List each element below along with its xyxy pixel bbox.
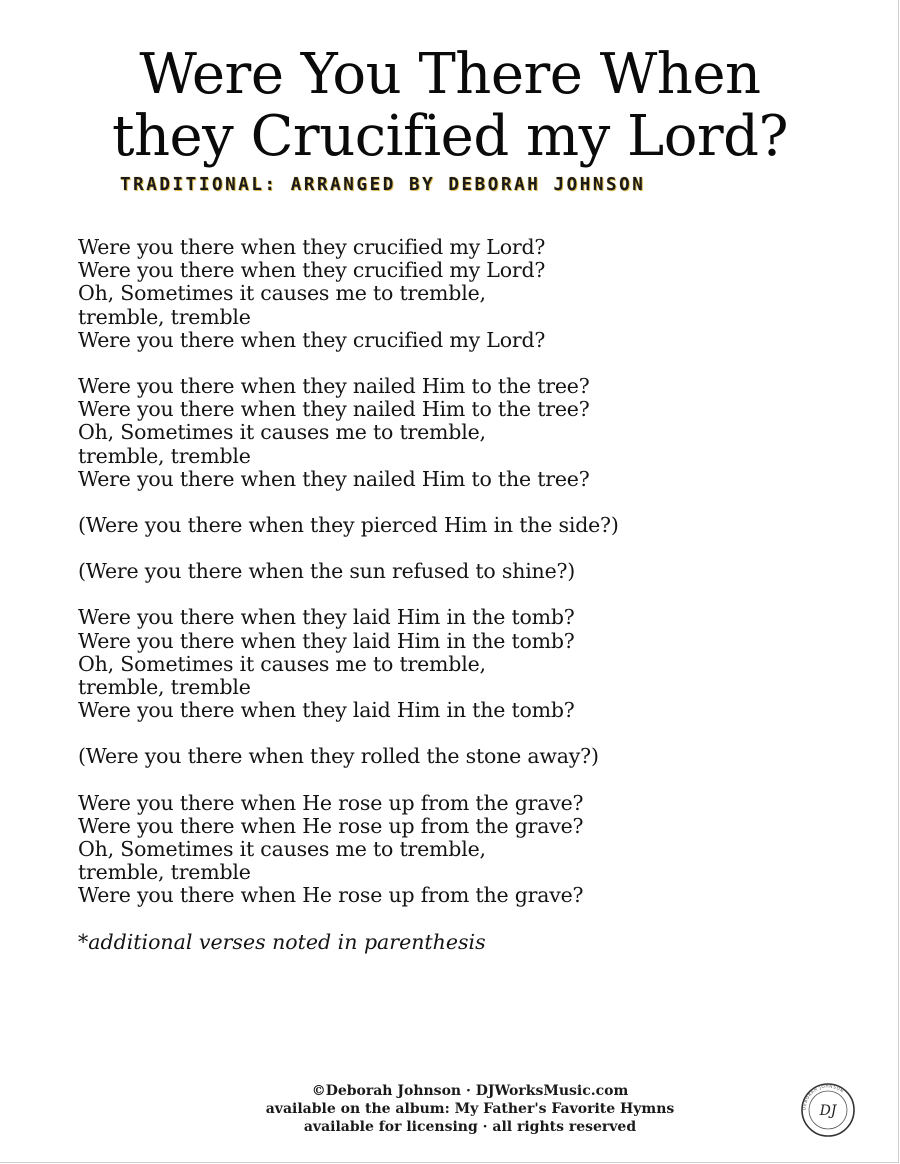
stanza: [78, 560, 838, 583]
page-title: [0, 44, 900, 168]
stanza: [78, 606, 838, 722]
lyric-line: Were you there when they laid Him in the tomb?: [78, 605, 575, 630]
title-line-2: they Crucified my Lord?: [111, 104, 789, 169]
lyric-line: tremble, tremble: [78, 860, 251, 885]
stanza: [78, 514, 838, 537]
lyric-line: Were you there when He rose up from the grave?: [78, 813, 584, 838]
lyric-line: (Were you there when they pierced Him in the side?): [78, 513, 619, 538]
lyric-line: Were you there when they crucified my Lord?: [78, 235, 546, 259]
lyric-line: tremble, tremble: [78, 443, 251, 468]
lyric-line: Were you there when they nailed Him to the tree?: [78, 466, 590, 491]
lyric-line: (Were you there when the sun refused to shine?): [78, 559, 576, 584]
footer: [200, 1082, 740, 1136]
lyric-line: tremble, tremble: [78, 675, 251, 700]
lyric-line: Were you there when they nailed Him to the tree?: [78, 397, 590, 422]
lyric-line: Were you there when they laid Him in the tomb?: [78, 628, 575, 653]
footer-license: available for licensing · all rights reserved: [303, 1119, 637, 1135]
lyric-line: Oh, Sometimes it causes me to tremble,: [78, 281, 486, 306]
logo-ring-text: DEBORAH JOHNSON: [801, 1083, 846, 1111]
lyric-line: Were you there when He rose up from the grave?: [78, 790, 584, 815]
lyric-line: Were you there when they crucified my Lord?: [78, 327, 546, 352]
arranger-credit: TRADITIONAL: ARRANGED BY DEBORAH JOHNSON: [120, 175, 646, 195]
lyrics: [78, 236, 838, 954]
stanza: [78, 375, 838, 491]
footer-album: available on the album: My Father's Favorite Hymns: [265, 1101, 675, 1117]
lyric-line: Oh, Sometimes it causes me to tremble,: [78, 837, 486, 862]
verse-note: *additional verses noted in parenthesis: [78, 929, 486, 954]
lyric-line: Were you there when He rose up from the grave?: [78, 883, 584, 908]
lyric-line: Oh, Sometimes it causes me to tremble,: [78, 651, 486, 676]
lyric-line: Were you there when they nailed Him to the tree?: [78, 374, 590, 399]
lyric-line: Were you there when they crucified my Lord?: [78, 258, 546, 283]
logo-monogram: DJ: [819, 1103, 837, 1119]
stanza: [78, 745, 838, 768]
stanza: [78, 792, 838, 908]
lyric-line: Oh, Sometimes it causes me to tremble,: [78, 420, 486, 445]
title-line-1: Were You There When: [139, 42, 761, 107]
footer-copyright: ©Deborah Johnson · DJWorksMusic.com: [311, 1083, 629, 1099]
lyric-line: (Were you there when they rolled the stone away?): [78, 744, 599, 769]
stanza: [78, 236, 838, 352]
lyric-line: tremble, tremble: [78, 304, 251, 329]
dj-logo-seal-icon: [800, 1082, 856, 1138]
lyric-line: Were you there when they laid Him in the tomb?: [78, 698, 575, 723]
